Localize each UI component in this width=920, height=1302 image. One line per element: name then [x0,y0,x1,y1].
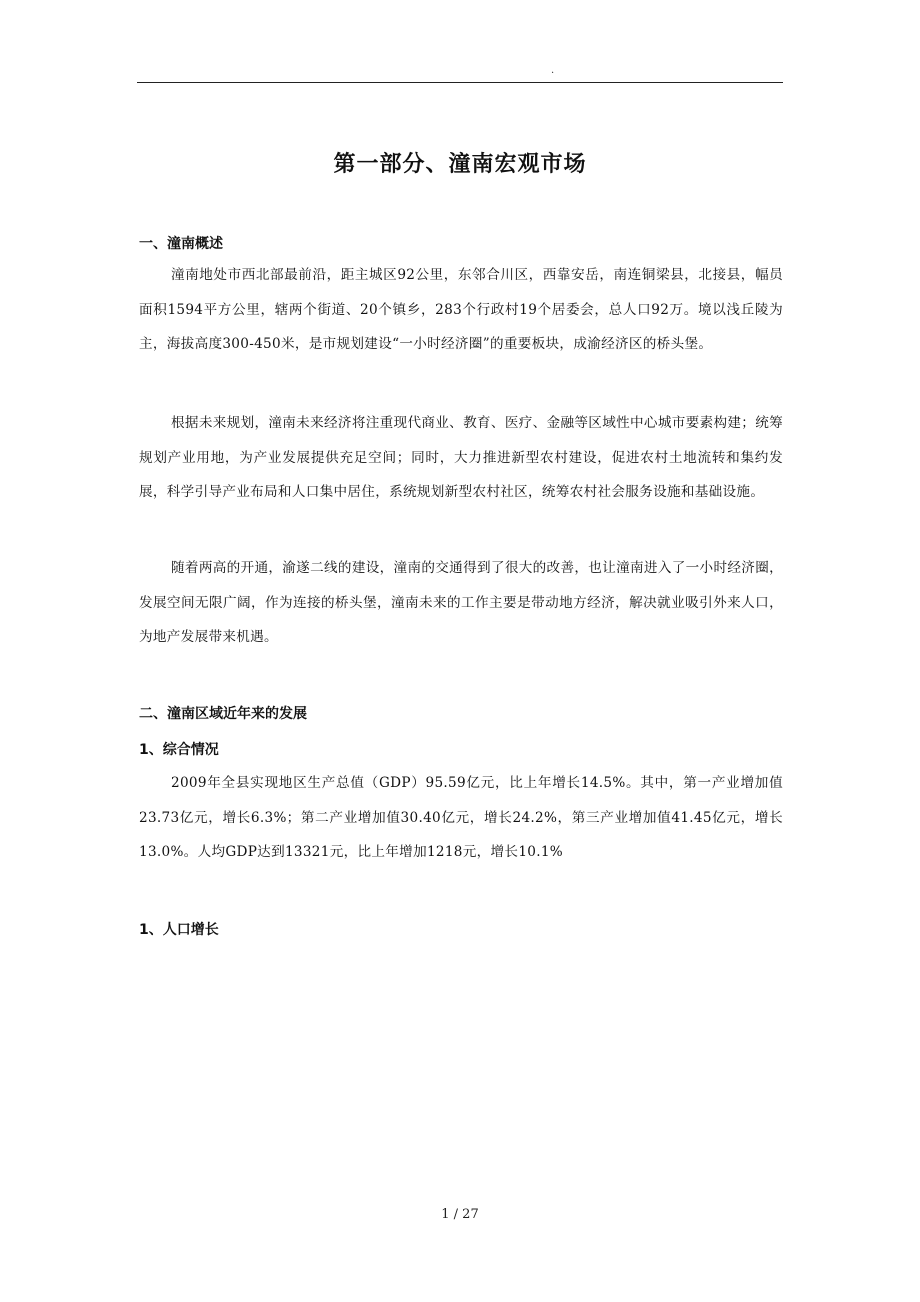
header-mark: . [551,65,555,76]
subsection-heading-overall: 1、综合情况 [139,742,219,758]
page-number: 1 / 27 [441,1207,479,1222]
paragraph-overall: 2009年全县实现地区生产总值（GDP）95.59亿元，比上年增长14.5%。其中，第一产业增加值23.73亿元，增长6.3%；第二产业增加值30.40亿元，增长24.2%，第三产业增加值41.45亿元，增长13.0%。人均GDP达到13321元，比上年增加1218元，增长10.1% [139,775,783,860]
paragraph-overview-1: 潼南地处市西北部最前沿，距主城区92公里，东邻合川区，西靠安岳，南连铜梁县，北接县，幅员面积1594平方公里，辖两个街道、20个镇乡，283个行政村19个居委会，总人口92万。境以浅丘陵为主，海拔高度300-450米，是市规划建设“一小时经济圈”的重要板块，成渝经济区的桥头堡。 [139,267,783,352]
section-heading-development: 二、潼南区域近年来的发展 [139,706,307,722]
subsection-heading-population: 1、人口增长 [139,922,219,938]
paragraph-overview-3: 随着两高的开通，渝遂二线的建设，潼南的交通得到了很大的改善，也让潼南进入了一小时经济圈，发展空间无限广阔，作为连接的桥头堡，潼南未来的工作主要是带动地方经济，解决就业吸引外来人口，为地产发展带来机遇。 [139,560,783,645]
header-rule [137,82,783,83]
paragraph-overview-2: 根据未来规划，潼南未来经济将注重现代商业、教育、医疗、金融等区域性中心城市要素构建；统筹规划产业用地，为产业发展提供充足空间；同时，大力推进新型农村建设，促进农村土地流转和集约发展，科学引导产业布局和人口集中居住，系统规划新型农村社区，统筹农村社会服务设施和基础设施。 [139,415,783,500]
page-title: 第一部分、潼南宏观市场 [333,152,587,177]
section-heading-overview: 一、潼南概述 [139,236,223,252]
